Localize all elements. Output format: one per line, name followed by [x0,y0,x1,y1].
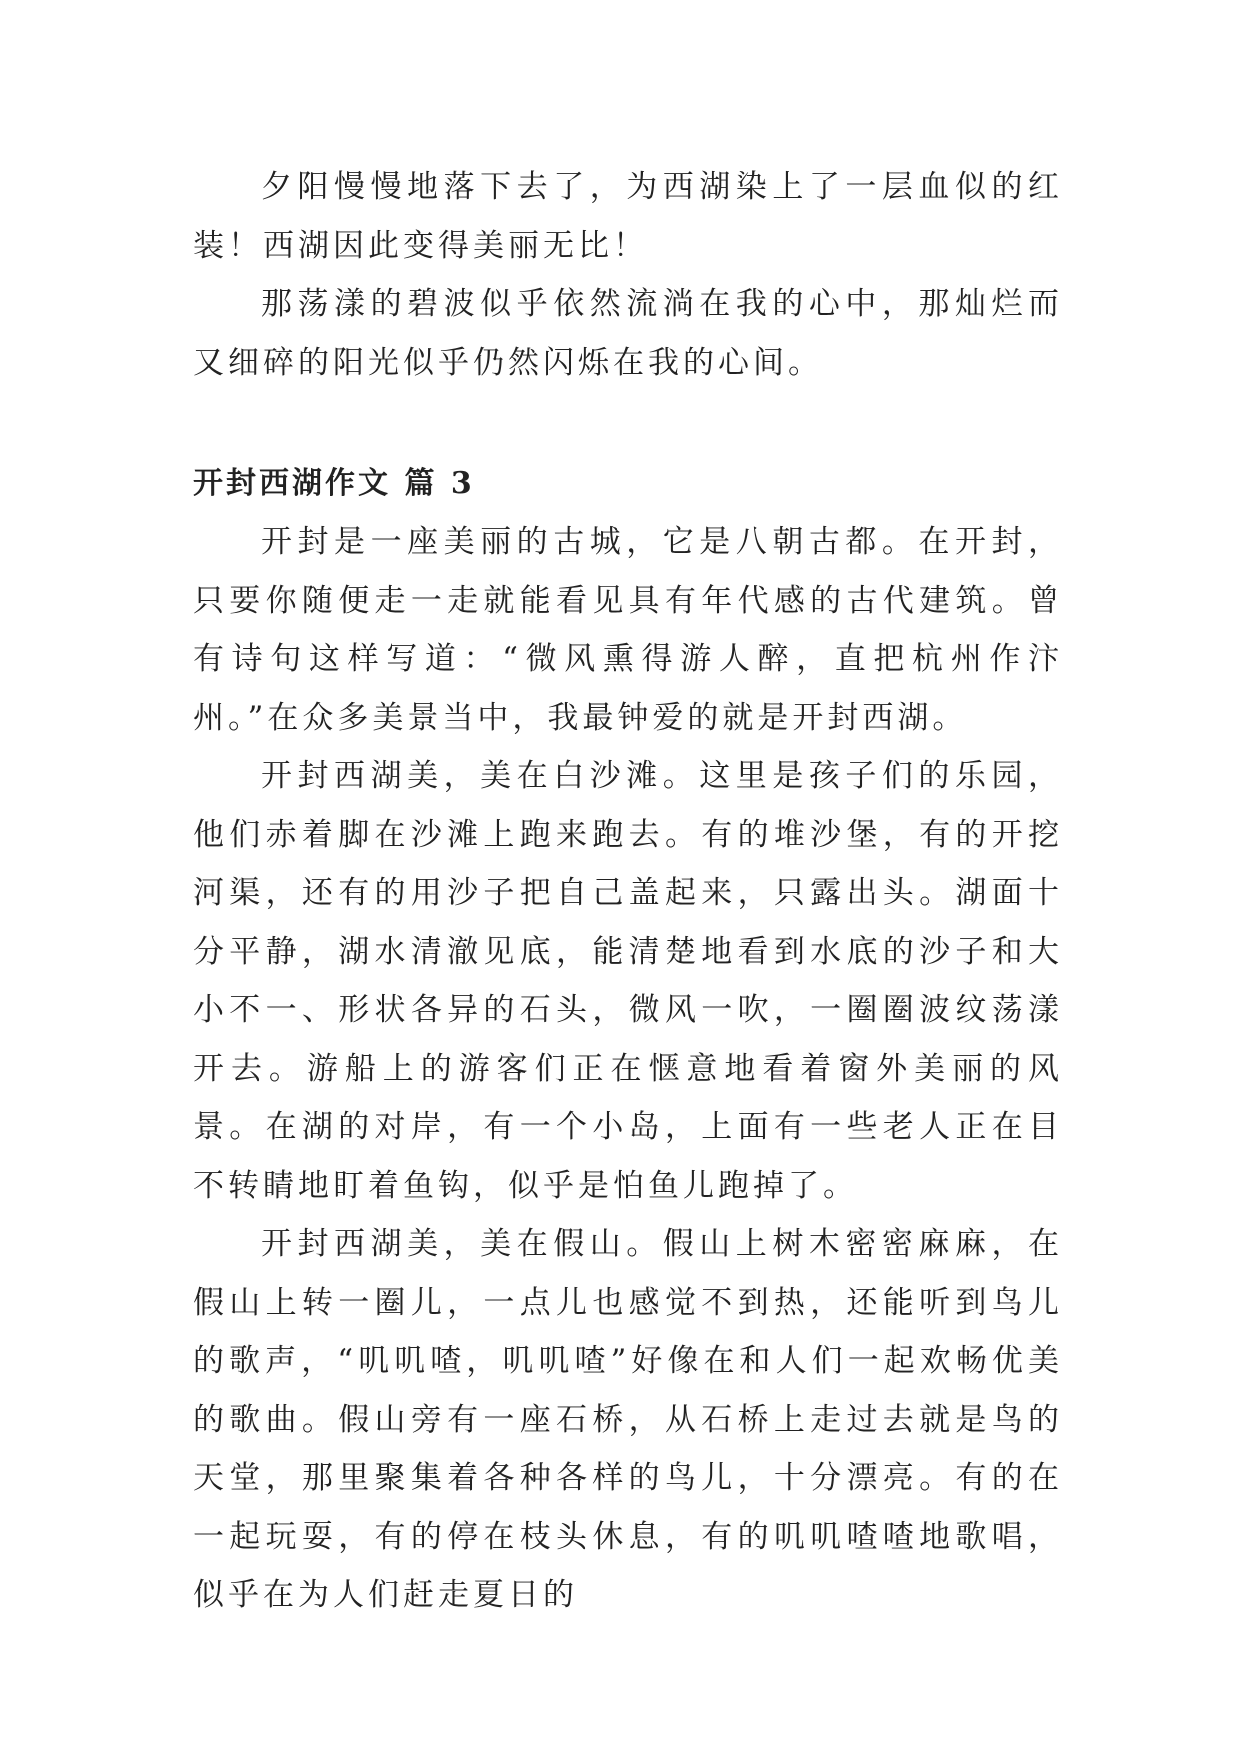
paragraph-intro: 开封是一座美丽的古城，它是八朝古都。在开封，只要你随便走一走就能看见具有年代感的古代建筑。曾有诗句这样写道：“微风熏得游人醉，直把杭州作汴州。”在众多美景当中，我最钟爱的就是开封西湖。 [193,524,1063,736]
section-heading: 开封西湖作文 篇 3 [193,466,475,501]
previous-section-text [193,158,1063,392]
paragraph-sunset: 夕阳慢慢地落下去了，为西湖染上了一层血似的红装！西湖因此变得美丽无比！ [193,169,1063,264]
paragraph-rockery: 开封西湖美，美在假山。假山上树木密密麻麻，在假山上转一圈儿，一点儿也感觉不到热，还能听到鸟儿的歌声，“叽叽喳，叽叽喳”好像在和人们一起欢畅优美的歌曲。假山旁有一座石桥，从石桥上走过去就是鸟的天堂，那里聚集着各种各样的鸟儿，十分漂亮。有的在一起玩耍，有的停在枝头休息，有的叽叽喳喳地歌唱，似乎在为人们赶走夏日的 [193,1226,1063,1613]
paragraph-waves: 那荡漾的碧波似乎依然流淌在我的心中，那灿烂而又细碎的阳光似乎仍然闪烁在我的心间。 [193,286,1063,381]
paragraph-white-beach: 开封西湖美，美在白沙滩。这里是孩子们的乐园，他们赤着脚在沙滩上跑来跑去。有的堆沙堡，有的开挖河渠，还有的用沙子把自己盖起来，只露出头。湖面十分平静，湖水清澈见底，能清楚地看到水底的沙子和大小不一、形状各异的石头，微风一吹，一圈圈波纹荡漾开去。游船上的游客们正在惬意地看着窗外美丽的风景。在湖的对岸，有一个小岛，上面有一些老人正在目不转睛地盯着鱼钩，似乎是怕鱼儿跑掉了。 [193,758,1063,1204]
section-3-text [193,513,1063,1625]
